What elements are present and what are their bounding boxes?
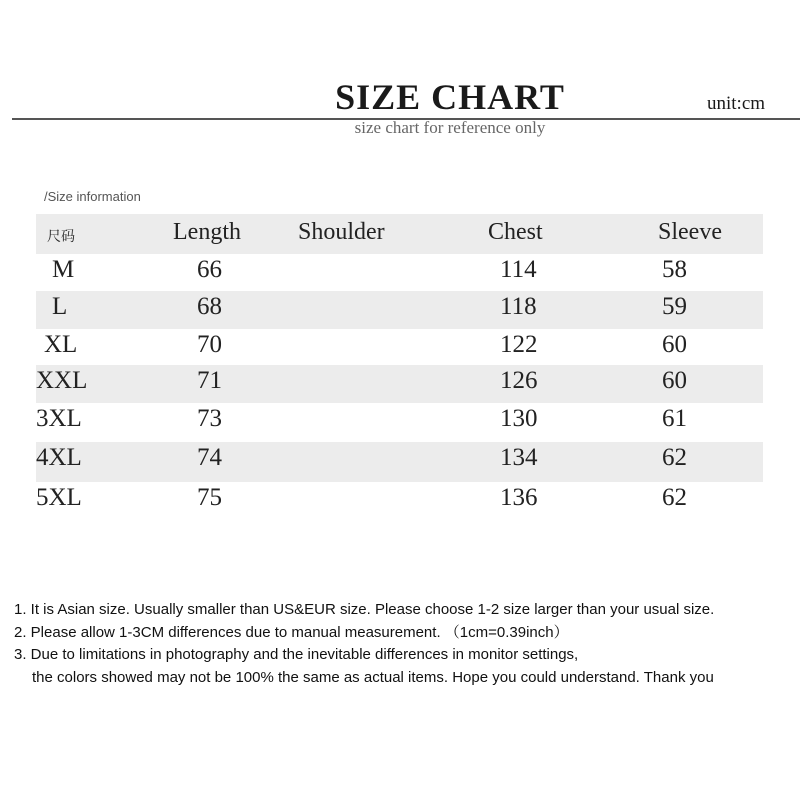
- cell-chest: 114: [500, 256, 537, 283]
- cell-size: L: [52, 293, 68, 320]
- cell-sleeve: 61: [662, 405, 687, 432]
- table-row: [36, 329, 763, 365]
- cell-sleeve: 58: [662, 256, 687, 283]
- cell-sleeve: 60: [662, 367, 687, 394]
- cell-chest: 126: [500, 367, 538, 394]
- section-label: /Size information: [44, 189, 141, 204]
- cell-sleeve: 59: [662, 293, 687, 320]
- cell-length: 75: [197, 484, 222, 511]
- cell-chest: 130: [500, 405, 538, 432]
- cell-chest: 118: [500, 293, 537, 320]
- column-header-size: 尺码: [47, 229, 75, 245]
- unit-label: unit:cm: [707, 93, 766, 114]
- cell-sleeve: 62: [662, 444, 687, 471]
- table-body: [36, 254, 763, 522]
- cell-size: 3XL: [36, 405, 82, 432]
- cell-size: XL: [44, 331, 78, 358]
- cell-length: 73: [197, 405, 222, 432]
- notes-section: [14, 599, 800, 689]
- note-2: 2. Please allow 1-3CM differences due to manual measurement. （1cm=0.39inch）: [14, 623, 569, 641]
- column-header-shoulder: Shoulder: [298, 219, 385, 245]
- table-row: [36, 254, 763, 291]
- cell-chest: 134: [500, 444, 538, 471]
- cell-sleeve: 60: [662, 331, 687, 358]
- cell-length: 70: [197, 331, 222, 358]
- cell-length: 71: [197, 367, 222, 394]
- note-3: 3. Due to limitations in photography and the inevitable differences in monitor settings,: [14, 646, 579, 663]
- table-row: [36, 403, 763, 442]
- page-title: SIZE CHART: [335, 77, 565, 117]
- size-table: [36, 214, 763, 522]
- note-1: 1. It is Asian size. Usually smaller than US&EUR size. Please choose 1-2 size larger than your usual size.: [14, 601, 715, 618]
- table-row: [36, 365, 763, 403]
- cell-size: M: [52, 256, 75, 283]
- table-row: [36, 482, 763, 522]
- table-row: [36, 291, 763, 329]
- table-row: [36, 442, 763, 482]
- cell-length: 74: [197, 444, 222, 471]
- cell-sleeve: 62: [662, 484, 687, 511]
- column-header-length: Length: [173, 219, 241, 245]
- column-header-chest: Chest: [488, 219, 543, 245]
- cell-chest: 136: [500, 484, 538, 511]
- note-3-continued: the colors showed may not be 100% the same as actual items. Hope you could understand. Thank you: [32, 668, 714, 686]
- cell-size: 4XL: [36, 444, 82, 471]
- cell-length: 66: [197, 256, 222, 283]
- cell-chest: 122: [500, 331, 538, 358]
- cell-length: 68: [197, 293, 222, 320]
- table-header-row: [36, 214, 763, 254]
- cell-size: 5XL: [36, 484, 82, 511]
- page-subtitle: size chart for reference only: [354, 118, 546, 137]
- cell-size: XXL: [36, 367, 88, 394]
- column-header-sleeve: Sleeve: [658, 219, 722, 245]
